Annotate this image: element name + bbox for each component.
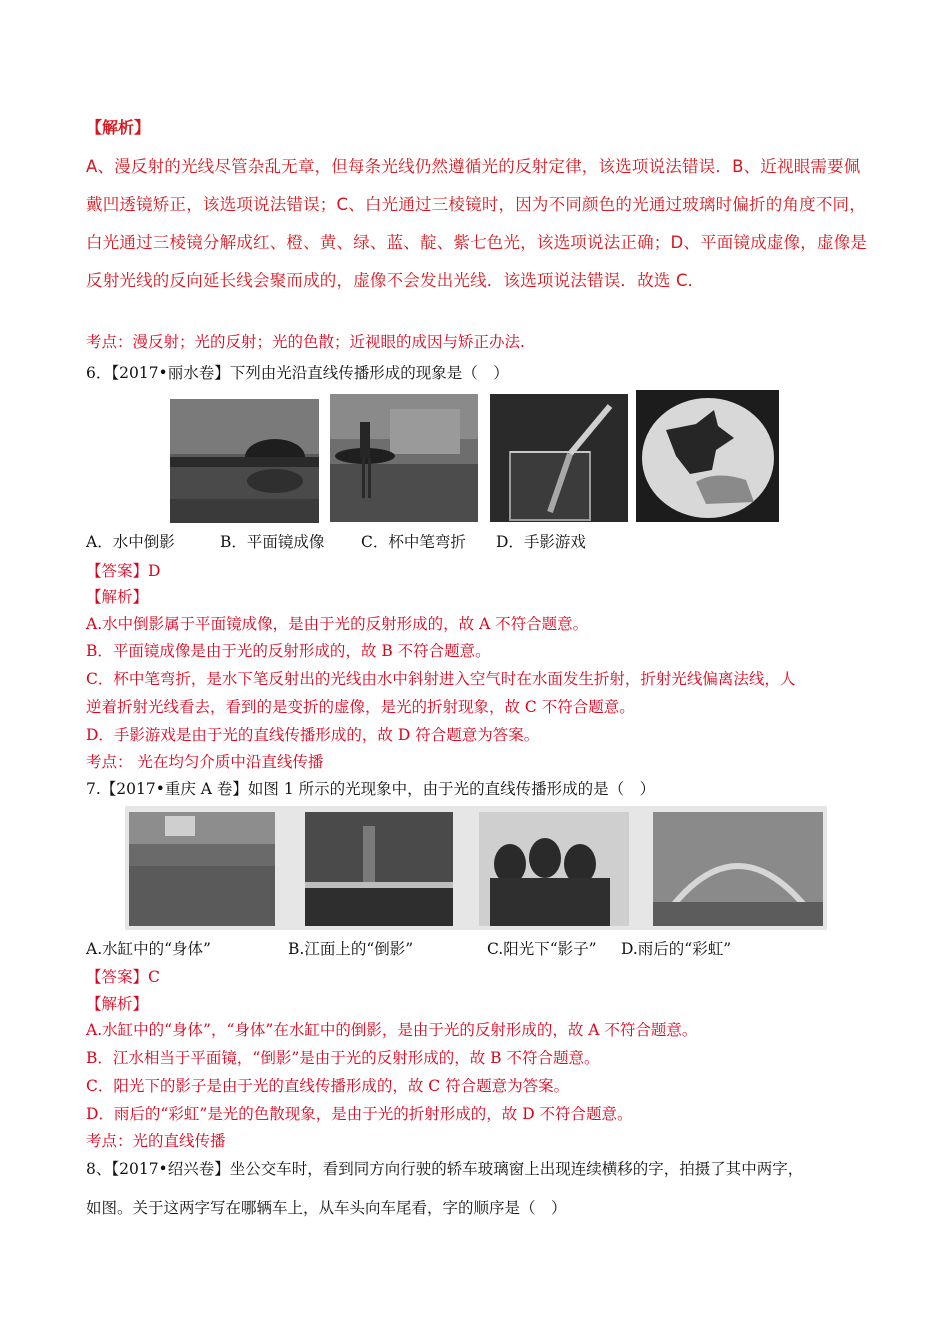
q6-analysis-line: B．平面镜成像是由于光的反射形成的，故 B 不符合题意。 (86, 642, 491, 660)
q5-analysis-line: 反射光线的反向延长线会聚而成的，虚像不会发出光线．该选项说法错误．故选 C． (86, 271, 705, 290)
q6-photo-reflection (170, 399, 319, 523)
q7-option-c: C.阳光下“影子” (487, 940, 597, 958)
q7-option-b: B.江面上的“倒影” (288, 940, 414, 958)
q5-analysis-line: 白光通过三棱镜分解成红、橙、黄、绿、蓝、靛、紫七色光，该选项说法正确；D、平面镜成虚像，虚像是 (86, 233, 868, 252)
q7-stem: 7.【2017•重庆 A 卷】如图 1 所示的光现象中，由于光的直线传播形成的是（ ） (86, 780, 656, 798)
q8-stem-line: 8、【2017•绍兴卷】坐公交车时，看到同方向行驶的轿车玻璃窗上出现连续横移的字，拍摄了其中两字， (86, 1160, 804, 1178)
q6-answer: 【答案】D (86, 562, 161, 580)
q5-analysis-line: A、漫反射的光线尽管杂乱无章，但每条光线仍然遵循光的反射定律，该选项说法错误．B、近视眼需要佩 (86, 157, 861, 176)
q6-analysis-line: A.水中倒影属于平面镜成像，是由于光的反射形成的，故 A 不符合题意。 (86, 615, 589, 633)
q6-option-d: D．手影游戏 (496, 533, 586, 551)
q7-analysis-line: B．江水相当于平面镜，“倒影”是由于光的反射形成的，故 B 不符合题意。 (86, 1049, 600, 1067)
q7-photo-strip (125, 806, 827, 930)
q6-option-a: A．水中倒影 (86, 533, 175, 551)
q7-analysis-heading: 【解析】 (86, 995, 149, 1013)
q7-answer: 【答案】C (86, 968, 160, 986)
q7-kaodian: 考点：光的直线传播 (86, 1132, 226, 1150)
q6-analysis-heading: 【解析】 (86, 588, 149, 606)
q7-option-d: D.雨后的“彩虹” (621, 940, 732, 958)
q6-photo-hand-shadow (636, 390, 779, 522)
q7-analysis-line: C．阳光下的影子是由于光的直线传播形成的，故 C 符合题意为答案。 (86, 1077, 570, 1095)
q8-stem-line: 如图。关于这两字写在哪辆车上，从车头向车尾看，字的顺序是（ ） (86, 1199, 567, 1217)
q6-option-c: C．杯中笔弯折 (361, 533, 466, 551)
q6-photo-mirror-dancer (330, 394, 478, 522)
q5-analysis-heading: 【解析】 (86, 118, 151, 137)
q6-analysis-line: C．杯中笔弯折，是水下笔反射出的光线由水中斜射进入空气时在水面发生折射，折射光线偏离法线，人 (86, 670, 796, 688)
q7-analysis-line: D．雨后的“彩虹”是光的色散现象，是由于光的折射形成的，故 D 不符合题意。 (86, 1105, 633, 1123)
q6-analysis-line: 逆着折射光线看去，看到的是变折的虚像，是光的折射现象，故 C 不符合题意。 (86, 698, 635, 716)
q5-analysis-line: 戴凹透镜矫正，该选项说法错误；C、白光通过三棱镜时，因为不同颜色的光通过玻璃时偏折的角度不同， (86, 195, 866, 214)
q7-analysis-line: A.水缸中的“身体”，“身体”在水缸中的倒影，是由于光的反射形成的，故 A 不符合题意。 (86, 1021, 698, 1039)
q6-kaodian: 考点： 光在均匀介质中沿直线传播 (86, 753, 324, 771)
q6-analysis-line: D．手影游戏是由于光的直线传播形成的，故 D 符合题意为答案。 (86, 726, 540, 744)
q6-stem: 6．【2017•丽水卷】下列由光沿直线传播形成的现象是（ ） (86, 364, 509, 382)
q6-photo-pencil-glass (490, 394, 628, 522)
q5-kaodian: 考点：漫反射；光的反射；光的色散；近视眼的成因与矫正办法. (86, 333, 525, 351)
q6-option-b: B．平面镜成像 (220, 533, 325, 551)
q7-option-a: A.水缸中的“身体” (86, 940, 211, 958)
